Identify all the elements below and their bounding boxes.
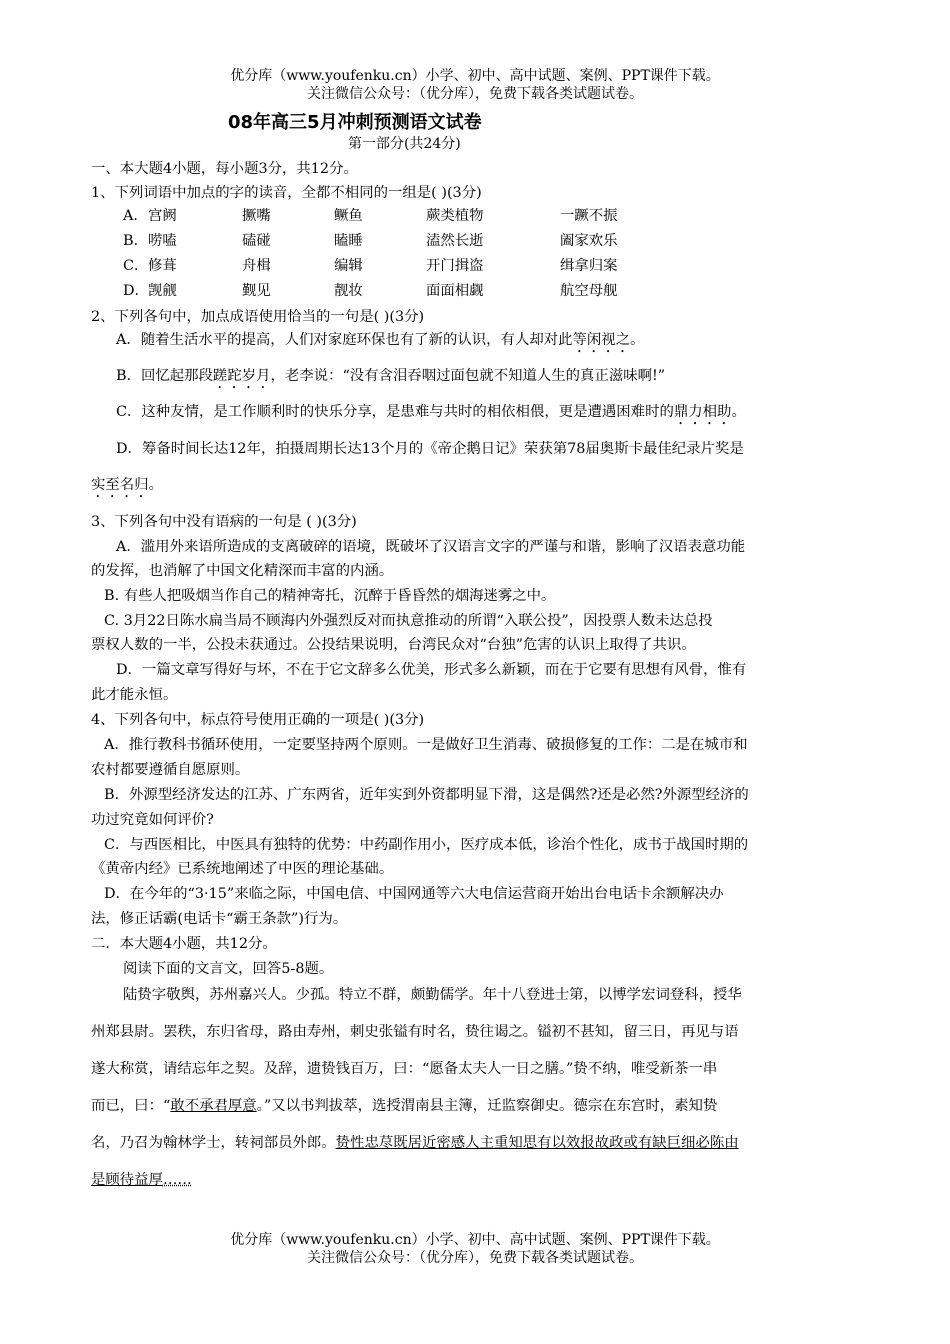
q4-option-c-line-2: 《黄帝内经》已系统地阐述了中医的理论基础。 (91, 861, 394, 877)
passage-underlined-sentence: 贽性忠荩既居近密感人主重知思有以效报故政或有缺巨细必陈由 (335, 1135, 739, 1151)
q4-option-c-line-1: C．与西医相比，中医具有独特的优势：中药副作用小，医疗成本低，诊治个性化，成书于战国时期的 (104, 837, 749, 853)
q2-b-end: ，老李说：“没有含泪吞咽过面包就不知道人生的真正滋味啊!” (270, 368, 666, 384)
q1-c-word-3: 编辑 (334, 258, 363, 274)
q4-option-d-line-1: D．在今年的“3·15”来临之际，中国电信、中国网通等六大电信运营商开始出台电话卡余额解决办 (104, 886, 724, 902)
passage-underlined-sentence-end: 是顾待益厚 (91, 1172, 163, 1188)
q1-c-word-1: 修葺 (148, 258, 177, 274)
q1-stem: 1、下列词语中加点的字的读音，全都不相同的一组是( )(3分) (91, 185, 482, 201)
q1-a-word-5: 一蹶不振 (560, 208, 618, 224)
q2-option-c (116, 403, 746, 428)
passage-line-4-end: 。”又以书判拔萃，选授渭南县主簿，迁监察御史。德宗在东宫时，素知贽 (256, 1098, 718, 1114)
q4-stem: 4、下列各句中，标点符号使用正确的一项是( )(3分) (91, 712, 425, 728)
q1-b-word-3: 瞌睡 (334, 233, 363, 249)
q2-a-text: A．随着生活水平的提高，人们对家庭环保也有了新的认识，有人却对此 (116, 332, 573, 348)
q2-b-text: B．回忆起那段 (116, 368, 213, 384)
footer-line-1: 优分库（www.youfenku.cn）小学、初中、高中试题、案例、PPT课件下载。 (230, 1232, 720, 1248)
q4-option-a-line-1: A．推行教科书循环使用，一定要坚持两个原则。一是做好卫生消毒、破损修复的工作：二是在城市和 (104, 737, 748, 753)
q1-c-word-2: 舟楫 (242, 258, 271, 274)
q2-option-a (116, 331, 645, 356)
q1-c-label: C． (123, 258, 149, 274)
header-line-2: 关注微信公众号：（优分库），免费下载各类试题试卷。 (307, 86, 643, 102)
q4-option-d-line-2: 法，修正话霸(电话卡“霸王条款”)行为。 (91, 911, 348, 927)
q1-b-word-4: 溘然长逝 (426, 233, 484, 249)
q3-stem: 3、下列各句中没有语病的一句是 ( )(3分) (91, 514, 357, 530)
page-title: 08年高三5月冲刺预测语文试卷 (228, 112, 482, 133)
q3-option-c-line-1: C. 3月22日陈水扁当局不顾海内外强烈反对而执意推动的所谓“入联公投”，因投票人数未达总投 (104, 613, 713, 629)
q3-option-a-line-1: A．滥用外来语所造成的支离破碎的语境，既破坏了汉语言文字的严谨与和谐，影响了汉语表意功能 (116, 539, 746, 555)
passage-line-4-start: 而已，曰：“ (91, 1098, 171, 1114)
q4-option-b-line-2: 功过究竟如何评价? (91, 812, 214, 828)
q1-a-word-2: 撅嘴 (242, 208, 271, 224)
q2-c-end: 。 (731, 404, 746, 420)
passage-underlined-phrase: 敢不承君厚意 (170, 1098, 257, 1114)
q2-option-d-line-2 (91, 476, 163, 501)
passage-ellipsis: …… (162, 1172, 192, 1188)
q1-a-word-3: 鳜鱼 (334, 208, 363, 224)
q1-c-word-5: 缉拿归案 (560, 258, 618, 274)
reading-intro: 阅读下面的文言文，回答5-8题。 (123, 961, 334, 977)
q1-b-word-5: 阖家欢乐 (560, 233, 618, 249)
q2-d-idiom: 实至名归 (91, 477, 149, 493)
q1-b-word-2: 磕碰 (242, 233, 271, 249)
q1-a-word-4: 蕨类植物 (426, 208, 484, 224)
q3-option-d-line-2: 此才能永恒。 (91, 687, 178, 703)
q1-d-word-2: 觐见 (242, 283, 271, 299)
passage-line-5-start: 名，乃召为翰林学士，转祠部员外郎。 (91, 1135, 336, 1151)
q2-d-end: 。 (148, 477, 163, 493)
q2-a-end: 。 (630, 332, 645, 348)
q2-stem: 2、下列各句中，加点成语使用恰当的一句是( )(3分) (91, 309, 425, 325)
passage-line-6 (91, 1171, 192, 1189)
q3-option-b: B. 有些人把吸烟当作自己的精神寄托，沉醉于昏昏然的烟海迷雾之中。 (104, 588, 556, 604)
q2-option-b (116, 367, 665, 392)
q3-option-c-line-2: 票权人数的一半，公投未获通过。公投结果说明，台湾民众对“台独”危害的认识上取得了共识。 (91, 637, 696, 653)
q1-a-word-1: 宫阙 (148, 208, 177, 224)
q2-option-d-line-1: D．筹备时间长达12年，拍摄周期长达13个月的《帝企鹅日记》荣获第78届奥斯卡最佳纪录片奖是 (116, 441, 744, 457)
q2-a-idiom: 等闲视之 (572, 332, 631, 348)
q4-option-b-line-1: B．外源型经济发达的江苏、广东两省，近年实到外资都明显下滑，这是偶然?还是必然?外源型经济的 (104, 787, 749, 803)
passage-line-2: 州郑县尉。罢秩，东归省母，路由寿州，刺史张镒有时名，贽往谒之。镒初不甚知，留三日，再见与语 (91, 1024, 739, 1040)
section-2-heading: 二．本大题4小题，共12分。 (91, 936, 277, 952)
q1-a-label: A． (123, 208, 148, 224)
q1-d-label: D． (123, 283, 149, 299)
q2-c-text: C．这种友情，是工作顺利时的快乐分享，是患难与共时的相依相偎，更是遭遇困难时的 (116, 404, 674, 420)
q1-d-word-4: 面面相觑 (426, 283, 484, 299)
passage-line-5 (91, 1134, 739, 1152)
q2-c-idiom: 鼎力相助 (673, 404, 732, 420)
q1-d-word-1: 觊觎 (148, 283, 177, 299)
page-subtitle: 第一部分(共24分) (348, 136, 461, 152)
q3-option-d-line-1: D．一篇文章写得好与坏，不在于它文辞多么优美，形式多么新颖，而在于它要有思想有风骨，惟有 (116, 662, 747, 678)
passage-line-3: 遂大称赏，请结忘年之契。及辞，遗贽钱百万，曰：“愿备太夫人一日之膳。”贽不纳，唯受新茶一串 (91, 1061, 718, 1077)
q1-c-word-4: 开门揖盗 (426, 258, 484, 274)
q1-b-label: B． (123, 233, 148, 249)
footer-line-2: 关注微信公众号：（优分库），免费下载各类试题试卷。 (307, 1250, 643, 1266)
q1-d-word-5: 航空母舰 (560, 283, 618, 299)
passage-line-1: 陆贽字敬舆，苏州嘉兴人。少孤。特立不群，颇勤儒学。年十八登进士第，以博学宏词登科，授华 (123, 987, 742, 1003)
q2-b-idiom: 蹉跎岁月 (212, 368, 271, 384)
section-1-heading: 一、本大题4小题，每小题3分，共12分。 (91, 161, 358, 177)
q4-option-a-line-2: 农村都要遵循自愿原则。 (91, 762, 250, 778)
passage-line-4 (91, 1097, 717, 1115)
q1-d-word-3: 靓妆 (334, 283, 363, 299)
header-line-1: 优分库（www.youfenku.cn）小学、初中、高中试题、案例、PPT课件下载。 (230, 68, 720, 84)
q3-option-a-line-2: 的发挥，也消解了中国文化精深而丰富的内涵。 (91, 563, 394, 579)
q1-b-word-1: 唠嗑 (148, 233, 177, 249)
